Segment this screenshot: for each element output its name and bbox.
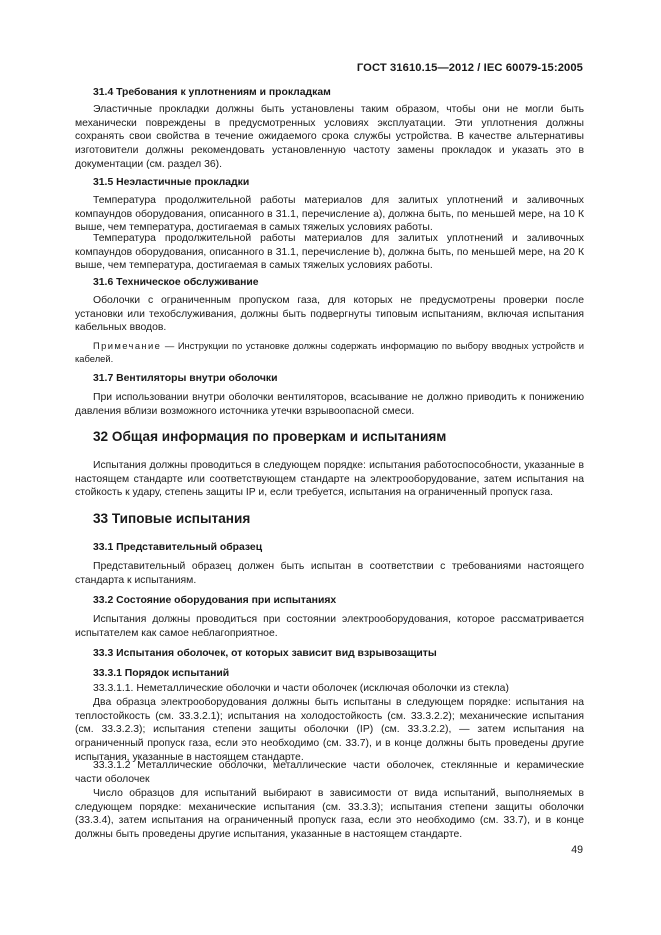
section-33-3-1-1-title: 33.3.1.1. Неметаллические оболочки и части оболочек (исключая оболочки из стекла) <box>93 683 509 694</box>
section-31-5-title: 31.5 Неэластичные прокладки <box>93 177 250 188</box>
section-31-7-title: 31.7 Вентиляторы внутри оболочки <box>93 373 278 384</box>
section-33-3-1-1-text: Два образца электрооборудования должны быть испытаны в следующем порядке: испытания на теплостойкость (см. 33.3.2.1); испытания на холодостойкость (см. 33.3.2.2); механические испытания (см. 33.3.2.3); испытания степени защиты оболочки (IP) (см. 33.3.2.2), — затем испытания на ограниченный пропуск газа, если это необходимо (см. 33.7), и в конце должны быть проведены другие испытания, указанные в настоящем стандарте. <box>75 697 584 763</box>
section-33-2-title: 33.2 Состояние оборудования при испытаниях <box>93 595 337 606</box>
note-text: — Инструкции по установке должны содержать информацию по выбору вводных устройств и кабелей. <box>75 340 584 364</box>
section-33-1-text: Представительный образец должен быть испытан в соответствии с требованиями настоящего стандарта к испытаниям. <box>75 561 584 586</box>
section-31-7-text: При использовании внутри оболочки вентиляторов, всасывание не должно приводить к понижению давления вблизи возможного источника утечки взрывоопасной смеси. <box>75 392 584 417</box>
section-33-1-title: 33.1 Представительный образец <box>93 542 263 553</box>
page-number: 49 <box>571 844 583 856</box>
section-31-6-text: Оболочки с ограниченным пропуском газа, для которых не предусмотрены проверки после установки или техобслуживания, должны быть подвергнуты типовым испытаниям, включая испытания кабельных вводов. <box>75 295 584 334</box>
document-header: ГОСТ 31610.15—2012 / IEC 60079-15:2005 <box>356 62 583 74</box>
section-31-6-note <box>75 340 584 366</box>
section-33-3-1-2-text: Число образцов для испытаний выбирают в зависимости от вида испытаний, выполняемых в следующем порядке: механические испытания (см. 33.3.3); испытания степени защиты оболочки (33.3.4), затем испытания на ограниченный пропуск газа, если это необходимо (см. 33.7), и в конце должны быть проведены другие испытания, указанные в настоящем стандарте. <box>75 788 584 841</box>
section-33-3-1-2-title: 33.3.1.2 Металлические оболочки, металлические части оболочек, стеклянные и керамические части оболочек <box>75 760 584 785</box>
section-31-5-paragraph-1: Температура продолжительной работы материалов для залитых уплотнений и заливочных компаундов оборудования, описанного в 31.1, перечисление а), должна быть, по меньшей мере, на 10 К выше, чем температура, достигаемая в самых тяжелых условиях работы. <box>75 195 584 234</box>
section-31-6-title: 31.6 Техническое обслуживание <box>93 277 259 288</box>
section-33-2-text: Испытания должны проводиться при состоянии электрооборудования, которое рассматривается испытателем как самое неблагоприятное. <box>75 614 584 639</box>
section-32-text: Испытания должны проводиться в следующем порядке: испытания работоспособности, указанные в настоящем стандарте или соответствующем стандарте на электрооборудование, затем испытания на стойкость к удару, степень защиты IP и, если требуется, испытания на ограниченный пропуск газа. <box>75 460 584 499</box>
section-33-title: 33 Типовые испытания <box>93 511 251 526</box>
section-31-4-title: 31.4 Требования к уплотнениям и прокладкам <box>93 87 331 98</box>
section-32-title: 32 Общая информация по проверкам и испытаниям <box>93 429 447 444</box>
section-31-4-text: Эластичные прокладки должны быть установлены таким образом, чтобы они не могли быть механически повреждены в предусмотренных условиях эксплуатации. Эти уплотнения должны сохранять свои свойства в течение ожидаемого срока службы устройства. В качестве альтернативы изготовители должны рекомендовать установленную частоту замены прокладок и указать это в документации (см. раздел 36). <box>75 104 584 170</box>
note-label: Примечание <box>93 340 162 351</box>
section-33-3-1-title: 33.3.1 Порядок испытаний <box>93 668 230 679</box>
section-31-5-paragraph-2: Температура продолжительной работы материалов для залитых уплотнений и заливочных компаундов оборудования, описанного в 31.1, перечисление b), должна быть, по меньшей мере, на 20 К выше, чем температура, достигаемая в самых тяжелых условиях работы. <box>75 233 584 272</box>
section-33-3-title: 33.3 Испытания оболочек, от которых зависит вид взрывозащиты <box>93 648 437 659</box>
